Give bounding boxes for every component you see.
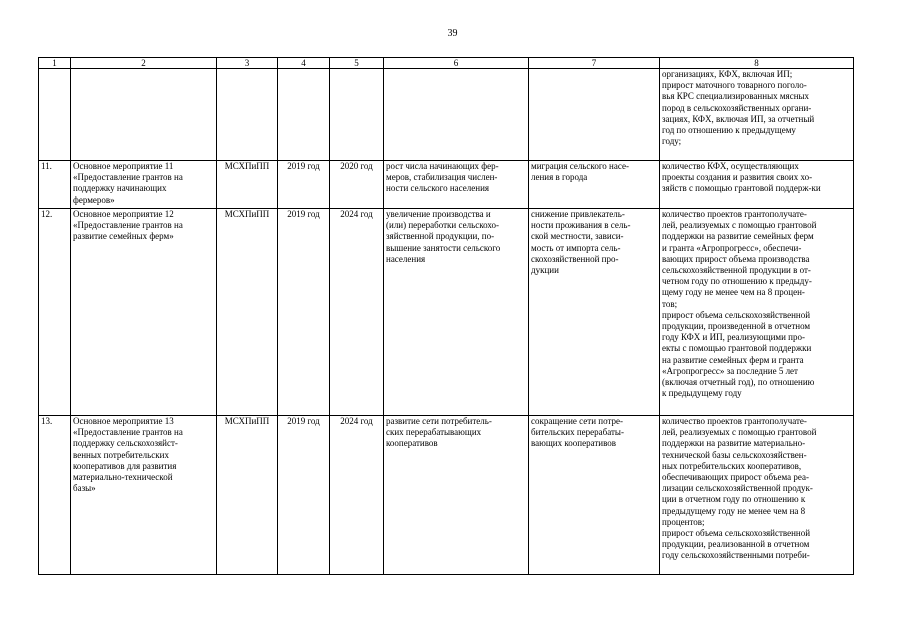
text-line: ской местности, зависи- [531,231,624,242]
executor-cell [217,69,278,161]
column-header: 7 [529,58,660,69]
consequence-cell [529,209,660,416]
text-line: Основное мероприятие 12 [73,209,174,219]
text-line: «Агропрогресс» за последние 5 лет [662,365,798,376]
text-line: поддержку начинающих [73,183,167,194]
table-row [39,416,854,575]
text-line: пород в сельскохозяйственных органи- [662,102,812,113]
text-line: организациях, КФХ, включая ИП; [662,69,793,79]
text-line: проекты создания и развития своих хо- [662,172,813,183]
text-line: лизации сельскохозяйственной продук- [662,483,813,494]
text-line: ления в города [531,172,588,183]
consequence-cell [529,161,660,209]
text-line: технической базы сельскохозяйствен- [662,449,807,460]
row-number: 13. [39,416,71,575]
end-year-cell [330,69,384,161]
table-row [39,161,854,209]
indicator-cell [660,209,854,416]
text-line: обеспечивающих прирост объема реа- [662,472,809,483]
text-line: дукции [531,265,559,276]
measure-name-cell [71,161,217,209]
text-line: меров, стабилизация числен- [386,172,498,183]
text-line: ских перерабатывающих [386,427,482,438]
text-line: венных потребительских [73,449,169,460]
text-line: щему году не менее чем на 8 процен- [662,287,805,298]
text-line: год по отношению к предыдущему [662,125,796,136]
text-line: базы» [73,483,96,494]
text-line: прирост объема сельскохозяйственной [662,309,811,320]
text-line: «Предоставление грантов на [73,427,183,438]
text-line: зациях, КФХ, включая ИП, за отчетный [662,113,815,124]
measure-name-cell [71,69,217,161]
start-year-cell [278,69,330,161]
text-line: процентов; [662,516,705,527]
text-line: году КФХ и ИП, реализующими про- [662,332,805,343]
indicator-cell [660,161,854,209]
start-year-cell: 2019 год [278,161,330,209]
text-line: вышение занятости сельского [386,242,501,253]
text-line: количество КФХ, осуществляющих [662,161,799,171]
consequence-cell [529,69,660,161]
text-line: (или) переработки сельскохо- [386,220,500,231]
text-line: тов; [662,298,678,309]
text-line: «Предоставление грантов на [73,172,183,183]
text-line: году сельскохозяйственными потреби- [662,550,810,561]
text-line: сельскохозяйственной продукции в от- [662,265,811,276]
text-line: ности проживания в сель- [531,220,631,231]
text-line: скохозяйственной про- [531,253,619,264]
text-line: сокращение сети потре- [531,416,623,426]
text-line: снижение привлекатель- [531,209,625,219]
column-header: 1 [39,58,71,69]
executor-cell: МСХПиПП [217,209,278,416]
text-line: Основное мероприятие 13 [73,416,174,426]
text-line: вья КРС специализированных мясных [662,91,810,102]
start-year-cell: 2019 год [278,416,330,575]
executor-cell: МСХПиПП [217,416,278,575]
column-header: 3 [217,58,278,69]
text-line: количество проектов грантополучате- [662,209,807,219]
text-line: зяйственной продукции, по- [386,231,495,242]
text-line: поддержки на развитие семейных ферм [662,231,814,242]
text-line: увеличение производства и [386,209,491,219]
consequence-cell [529,416,660,575]
text-line: и гранта «Агропрогресс», обеспечи- [662,242,802,253]
indicator-cell [660,416,854,575]
end-year-cell: 2020 год [330,161,384,209]
text-line: кооперативов для развития [73,460,177,471]
text-line: ции в отчетном году по отношению к [662,494,806,505]
column-header: 8 [660,58,854,69]
text-line: кооперативов [386,438,438,449]
text-line: Основное мероприятие 11 [73,161,174,171]
expected-effect-cell [384,69,529,161]
text-line: развитие семейных ферм» [73,231,174,242]
indicator-cell [660,69,854,161]
text-line: четном году по отношению к предыду- [662,276,812,287]
table-row [39,69,854,161]
text-line: рост числа начинающих фер- [386,161,499,171]
text-line: фермеров» [73,194,115,205]
measures-table [38,57,854,575]
text-line: населения [386,253,426,264]
text-line: лей, реализуемых с помощью грантовой [662,427,817,438]
measure-name-cell [71,416,217,575]
text-line: вающих кооперативов [531,438,617,449]
measure-name-cell [71,209,217,416]
text-line: количество проектов грантополучате- [662,416,807,426]
executor-cell: МСХПиПП [217,161,278,209]
text-line: на развитие семейных ферм и гранта [662,354,804,365]
row-number: 12. [39,209,71,416]
text-line: прирост объема сельскохозяйственной [662,528,811,539]
text-line: прирост маточного товарного поголо- [662,80,807,91]
expected-effect-cell [384,161,529,209]
end-year-cell: 2024 год [330,209,384,416]
text-line: зяйств с помощью грантовой поддерж-ки [662,183,821,194]
text-line: лей, реализуемых с помощью грантовой [662,220,817,231]
column-header: 5 [330,58,384,69]
row-number: 11. [39,161,71,209]
text-line: материально-технической [73,472,173,483]
text-line: продукции, произведенной в отчетном [662,321,811,332]
text-line: году; [662,136,682,147]
column-header: 6 [384,58,529,69]
header-row [39,58,854,69]
text-line: (включая отчетный год), по отношению [662,377,815,388]
expected-effect-cell [384,416,529,575]
column-header: 2 [71,58,217,69]
page-number: 39 [447,28,458,39]
text-line: мость от импорта сель- [531,242,621,253]
text-line: к предыдущему году [662,388,742,399]
text-line: поддержку сельскохозяйст- [73,438,178,449]
text-line: бительских перерабаты- [531,427,624,438]
row-number [39,69,71,161]
text-line: продукции, реализованной в отчетном [662,539,810,550]
text-line: ности сельского населения [386,183,490,194]
table-row [39,209,854,416]
start-year-cell: 2019 год [278,209,330,416]
text-line: миграция сельского насе- [531,161,629,171]
expected-effect-cell [384,209,529,416]
column-header: 4 [278,58,330,69]
end-year-cell: 2024 год [330,416,384,575]
text-line: вающих прирост объема производства [662,253,810,264]
text-line: ных потребительских кооперативов, [662,460,802,471]
text-line: развитие сети потребитель- [386,416,492,426]
text-line: екты с помощью грантовой поддержки [662,343,812,354]
text-line: «Предоставление грантов на [73,220,183,231]
text-line: поддержки на развитие материально- [662,438,806,449]
text-line: предыдущему году не менее чем на 8 [662,505,806,516]
